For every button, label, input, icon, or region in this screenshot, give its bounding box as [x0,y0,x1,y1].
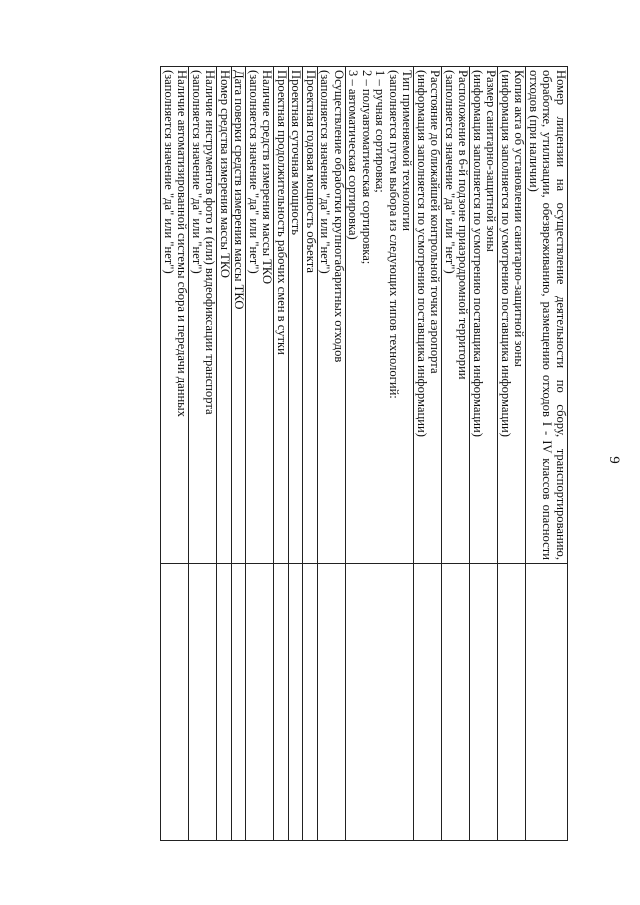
row-label-line: Тип применяемой технологии [400,70,415,231]
row-label-line: Проектная продолжительность рабочих смен в сутки [275,70,289,355]
row-value-cell[interactable] [346,564,415,841]
row-value-cell[interactable] [161,564,189,841]
row-label-line: 1 – ручная сортировка; [373,70,388,193]
row-value-cell[interactable] [232,564,247,841]
row-label-line: (информация заполняется по усмотрению поставщика информации) [415,70,429,437]
row-label-cell [346,67,415,564]
row-label-line: Дата поверки средств измерения массы ТКО [232,70,247,310]
row-label-cell [470,67,498,564]
row-label-line: (заполняется путем выбора из следующих типов технологий: [387,70,401,399]
table-row [217,67,232,841]
row-label-line: (информация заполняется по усмотрению поставщика информации) [499,70,513,437]
row-label-line: (информация заполняется по усмотрению поставщика информации) [471,70,485,437]
row-value-cell[interactable] [442,564,470,841]
data-table [161,66,569,841]
row-value-cell[interactable] [498,564,526,841]
row-label-cell [189,67,217,564]
row-value-cell[interactable] [289,564,304,841]
table-row [470,67,498,841]
row-value-cell[interactable] [246,564,274,841]
row-label-line: Расстояние до ближайшей контрольной точки аэропорта [428,70,443,374]
row-label-cell [217,67,232,564]
row-value-cell[interactable] [526,564,568,841]
row-label-line: 2 – полуавтоматическая сортировка; [360,70,374,265]
row-label-cell [274,67,289,564]
table-row [442,67,470,841]
row-label-cell [303,67,318,564]
row-label-line: Наличие инструментов фото и (или) видеофиксации транспорта [203,70,218,415]
row-label-cell [442,67,470,564]
row-label-cell [526,67,568,564]
row-label-line: Проектная годовая мощность объекта [304,70,318,273]
row-label-line: (заполняется значение "да" или "нет") [190,70,204,274]
row-label-line: Наличие средств измерения массы ТКО [260,70,275,285]
table-row [498,67,526,841]
row-value-cell[interactable] [217,564,232,841]
row-label-line: Расположение в 6-й подзоне приаэродромной территории [456,70,471,380]
row-value-cell[interactable] [414,564,442,841]
table-body [161,67,568,841]
row-label-cell [232,67,247,564]
row-label-line: (заполняется значение "да" или "нет") [318,70,333,274]
row-label-line: Наличие автоматизированной системы сбора и передачи данных [175,70,190,417]
table-row [346,67,415,841]
table-row [318,67,346,841]
table-row [414,67,442,841]
row-value-cell[interactable] [318,564,346,841]
row-label-cell [161,67,189,564]
row-value-cell[interactable] [274,564,289,841]
row-label-line: Копия акта об установлении санитарно-защитной зоны [512,70,527,367]
table-row [526,67,568,841]
row-label-line: (заполняется значение "да" или "нет") [443,70,457,274]
row-label-line: Проектная суточная мощность [289,70,304,235]
table-row [189,67,217,841]
row-value-cell[interactable] [303,564,318,841]
row-label-line: Осуществление обработки крупногабаритных отходов [332,70,346,363]
table-row [232,67,247,841]
row-value-cell[interactable] [470,564,498,841]
row-label-line: отходов (при наличии) [527,70,541,192]
row-value-cell[interactable] [189,564,217,841]
page-number: 9 [606,456,622,464]
row-label-cell [246,67,274,564]
row-label-line: Номер лицензии на осуществление деятельности по сбору, транспортированию, [554,70,568,560]
row-label-line: 3 – автоматическая сортировка) [346,70,361,240]
row-label-cell [414,67,442,564]
row-label-line: обработке, утилизации, обезвреживанию, размещению отходов I - IV классов опасности [540,70,555,560]
row-label-cell [289,67,304,564]
row-label-cell [318,67,346,564]
table-row [161,67,189,841]
row-label-line: (заполняется значение "да" или "нет") [162,70,176,274]
row-label-line: Размер санитарно-защитной зоны [484,70,499,252]
table-row [303,67,318,841]
table-row [246,67,274,841]
row-label-cell [498,67,526,564]
table-row [274,67,289,841]
row-label-line: Номер средства измерения массы ТКО [218,70,232,279]
table-row [289,67,304,841]
row-label-line: (заполняется значение "да" или "нет") [247,70,261,274]
